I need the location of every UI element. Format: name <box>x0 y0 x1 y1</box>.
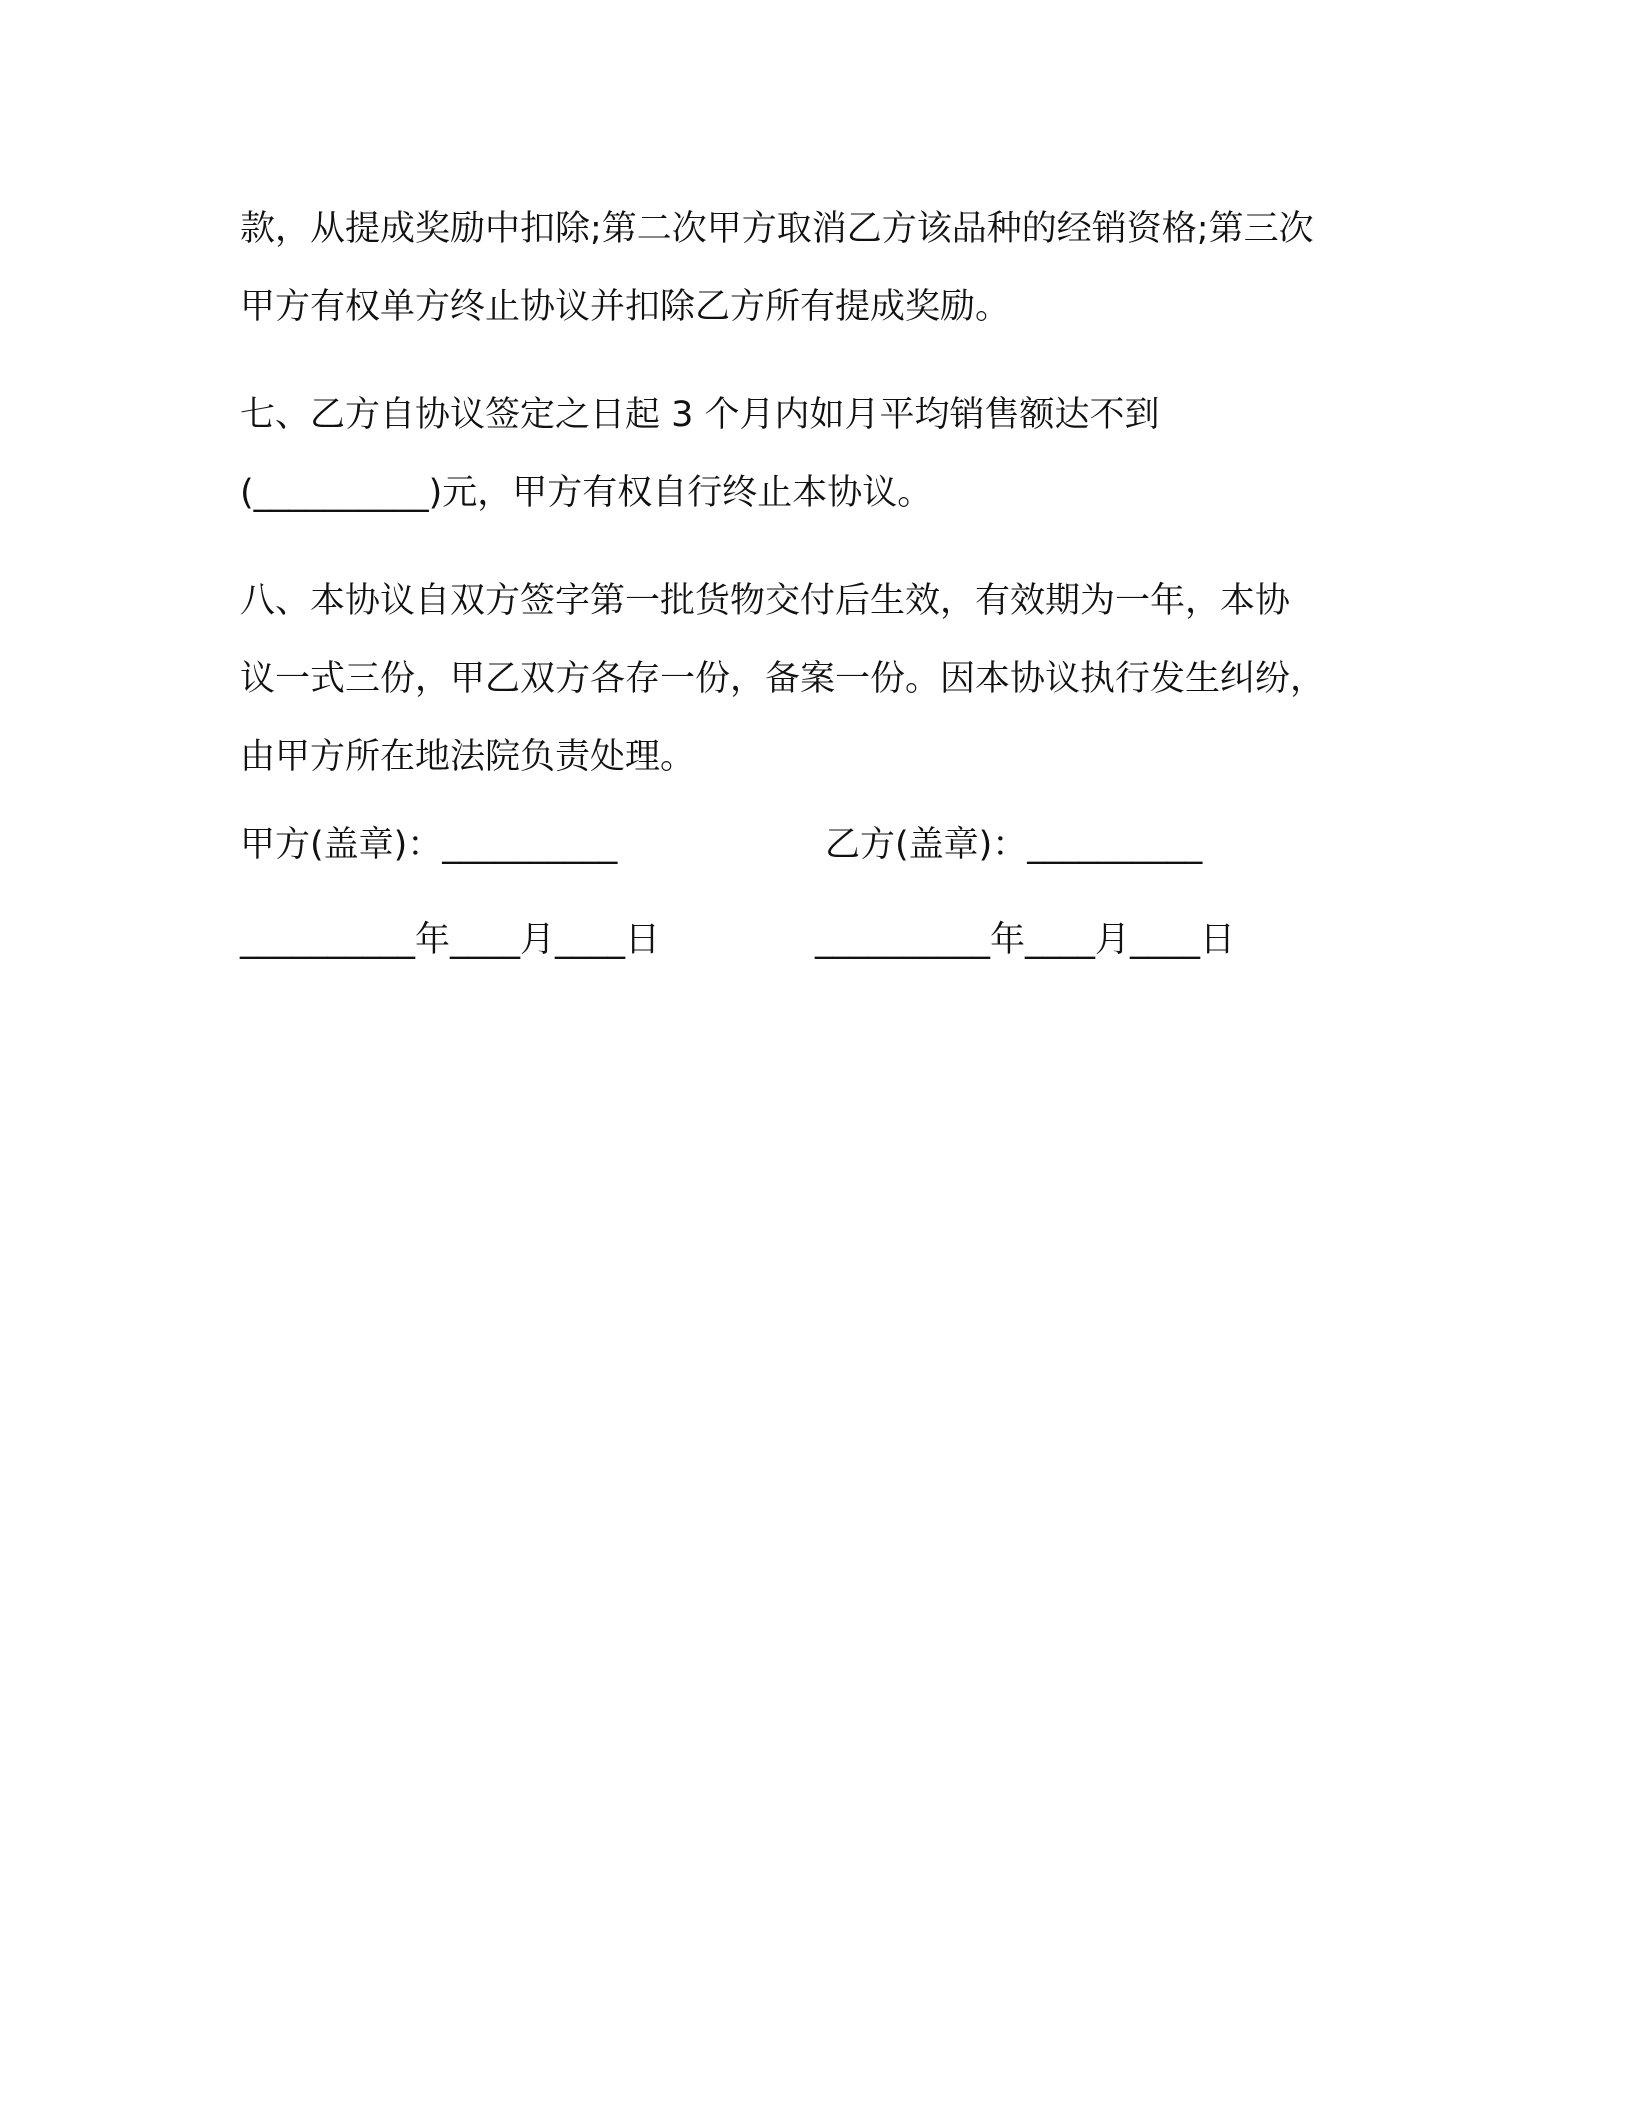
text-line: 款，从提成奖励中扣除;第二次甲方取消乙方该品种的经销资格;第三次 <box>240 209 1314 249</box>
party-a-seal-field: 甲方(盖章)：__________ <box>240 825 618 865</box>
text-line: 八、本协议自双方签字第一批货物交付后生效，有效期为一年，本协 <box>240 581 1291 621</box>
text-line: 由甲方所在地法院负责处理。 <box>240 737 696 777</box>
clause-seven <box>240 376 1390 532</box>
text-line: 议一式三份，甲乙双方各存一份，备案一份。因本协议执行发生纠纷， <box>240 659 1326 699</box>
text-line: (__________)元，甲方有权自行终止本协议。 <box>240 473 933 513</box>
clause-eight <box>240 562 1390 796</box>
party-b-date-field: __________年____月____日 <box>815 920 1236 960</box>
document-body <box>240 190 1390 796</box>
text-line: 七、乙方自协议签定之日起 3 个月内如月平均销售额达不到 <box>240 395 1160 435</box>
party-a-date-field: __________年____月____日 <box>240 920 661 960</box>
text-line: 甲方有权单方终止协议并扣除乙方所有提成奖励。 <box>240 287 1011 327</box>
clause-penalty-continued <box>240 190 1390 346</box>
party-b-seal-field: 乙方(盖章)：__________ <box>825 825 1203 865</box>
